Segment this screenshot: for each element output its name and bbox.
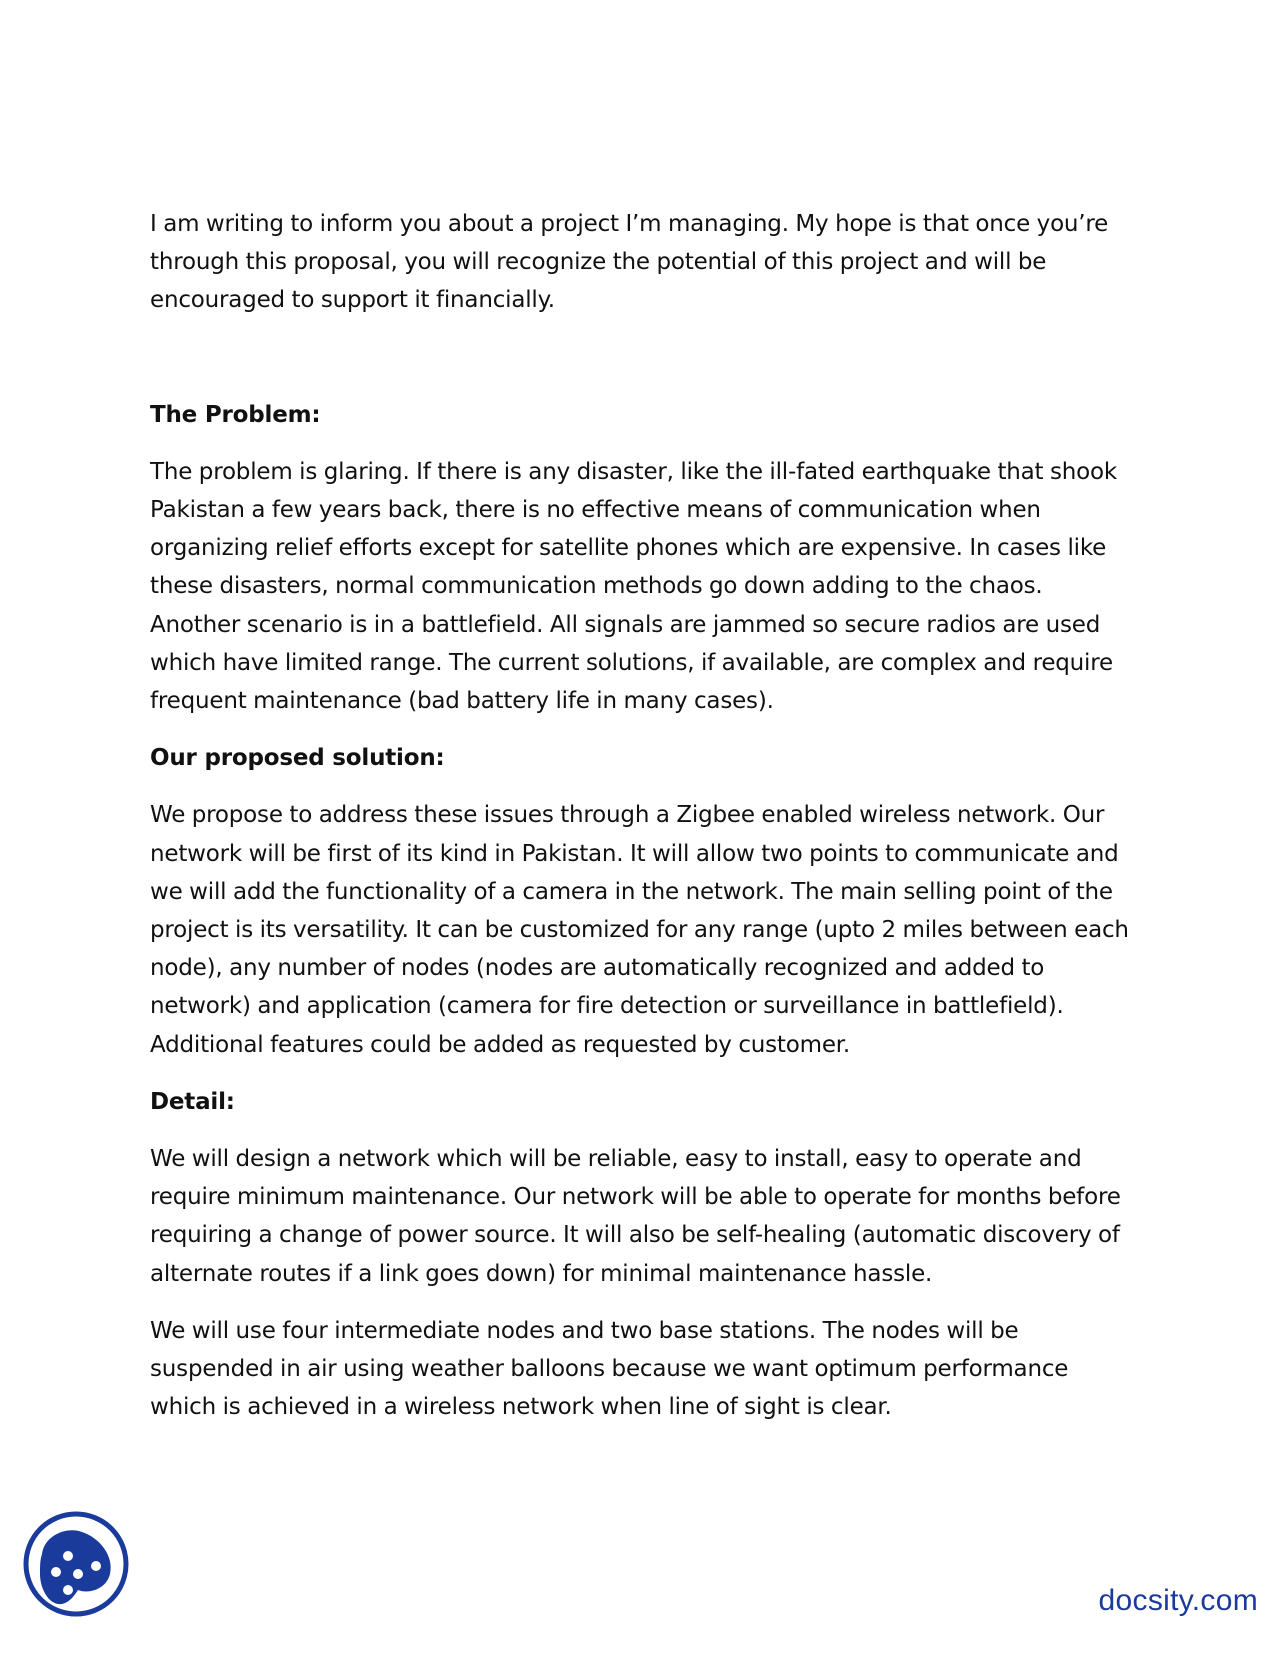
section-heading: Detail: bbox=[150, 1088, 235, 1115]
docsity-brand-link[interactable]: docsity.com bbox=[1098, 1584, 1258, 1617]
section-paragraph: We propose to address these issues through a Zigbee enabled wireless network. Our network will be first of its kind in Pakistan. It will allow two points to communicate and we will add the functionality of a camera in the network. The main selling point of the project is its versatility. It can be customized for any range (upto 2 miles between each node), any number of nodes (nodes are automatically recognized and added to network) and application (camera for fire detection or surveillance in battlefield). Additional features could be added as requested by customer. bbox=[150, 802, 1129, 1058]
section-heading: Our proposed solution: bbox=[150, 745, 445, 772]
document-page bbox=[150, 205, 1135, 1445]
section-detail bbox=[150, 1083, 1135, 1427]
section-problem bbox=[150, 396, 1135, 721]
section-paragraph: We will use four intermediate nodes and two base stations. The nodes will be suspended in air using weather balloons because we want optimum performance which is achieved in a wireless network when line of sight is clear. bbox=[150, 1317, 1069, 1421]
section-paragraph: We will design a network which will be reliable, easy to install, easy to operate and require minimum maintenance. Our network will be able to operate for months before requiring a change of power source. It will also be self-healing (automatic discovery of alternate routes if a link goes down) for minimal maintenance hassle. bbox=[150, 1146, 1121, 1287]
section-paragraph: The problem is glaring. If there is any disaster, like the ill-fated earthquake that shook Pakistan a few years back, there is no effective means of communication when organizing relief efforts except for satellite phones which are expensive. In cases like these disasters, normal communication methods go down adding to the chaos. Another scenario is in a battlefield. All signals are jammed so secure radios are used which have limited range. The current solutions, if available, are complex and require frequent maintenance (bad battery life in many cases). bbox=[150, 458, 1118, 715]
docsity-logo-icon[interactable] bbox=[22, 1510, 130, 1618]
section-heading: The Problem: bbox=[150, 401, 321, 428]
intro-paragraph: I am writing to inform you about a project I’m managing. My hope is that once you’re through this proposal, you will recognize the potential of this project and will be encouraged to support it financially. bbox=[150, 211, 1109, 314]
section-solution bbox=[150, 739, 1135, 1064]
